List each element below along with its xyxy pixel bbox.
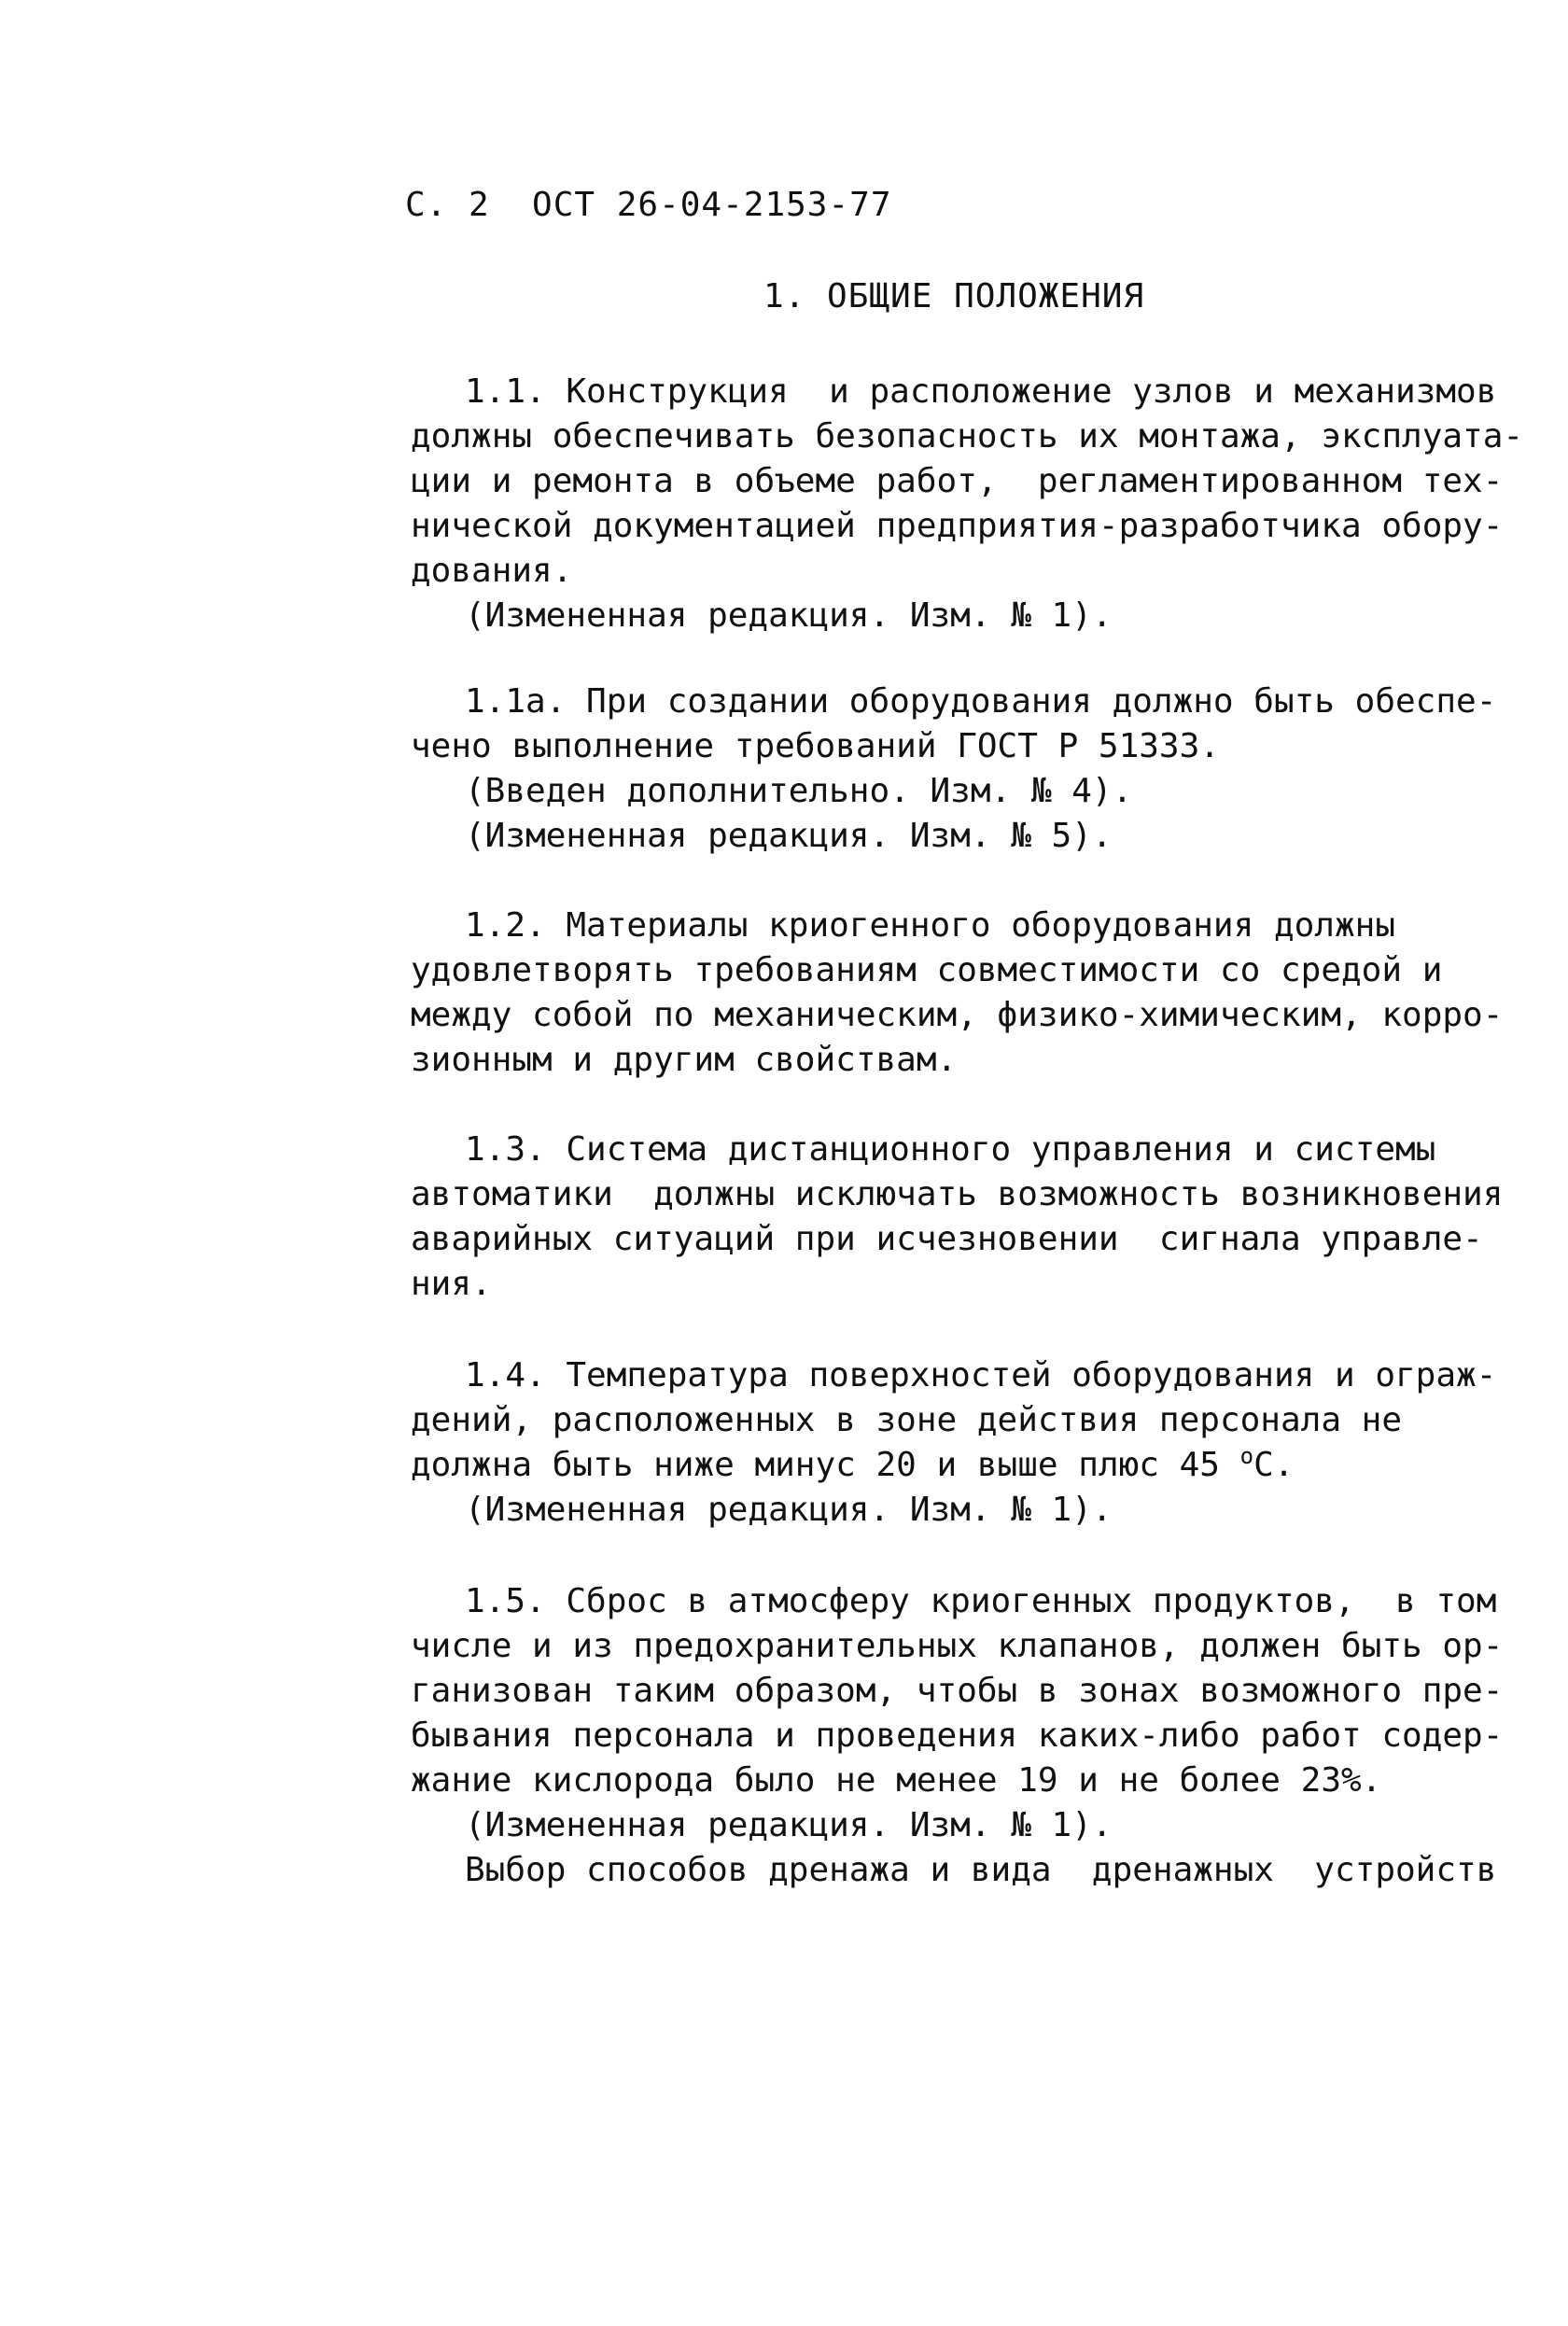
paragraph-1-5-line-3: ганизован таким образом, чтобы в зонах возможного пре-: [411, 1672, 1504, 1710]
paragraph-1-3-line-2: автоматики должны исключать возможность возникновения: [411, 1175, 1504, 1213]
paragraph-1-1a-line-1: 1.1а. При создании оборудования должно быть обеспе-: [465, 682, 1497, 721]
paragraph-1-4-line-3-text: должна быть ниже минус 20 и выше плюс 45: [411, 1446, 1240, 1484]
paragraph-1-1a-line-2: чено выполнение требований ГОСТ Р 51333.: [411, 727, 1220, 765]
paragraph-1-4-amendment-note: (Измененная редакция. Изм. № 1).: [465, 1491, 1113, 1529]
paragraph-1-4-line-2: дений, расположенных в зоне действия персонала не: [411, 1401, 1403, 1439]
paragraph-1-1-line-4: нической документацией предприятия-разработчика обору-: [411, 507, 1504, 545]
paragraph-1-1-line-1: 1.1. Конструкция и расположение узлов и механизмов: [465, 372, 1497, 411]
paragraph-1-5-line-5: жание кислорода было не менее 19 и не более 23%.: [411, 1761, 1382, 1800]
section-title: 1. ОБЩИЕ ПОЛОЖЕНИЯ: [763, 277, 1145, 315]
paragraph-1-3-line-4: ния.: [411, 1265, 492, 1303]
paragraph-1-4-line-1: 1.4. Температура поверхностей оборудования и ограж-: [465, 1356, 1497, 1394]
paragraph-1-1-line-5: дования.: [411, 552, 573, 590]
paragraph-1-3-line-3: аварийных ситуаций при исчезновении сигнала управле-: [411, 1220, 1483, 1258]
page-header: С. 2 ОСТ 26-04-2153-77: [405, 186, 892, 224]
paragraph-1-5-line-2: числе и из предохранительных клапанов, должен быть ор-: [411, 1627, 1504, 1665]
paragraph-1-1-amendment-note: (Измененная редакция. Изм. № 1).: [465, 596, 1113, 635]
paragraph-1-1-line-2: должны обеспечивать безопасность их монтажа, эксплуата-: [411, 417, 1524, 455]
paragraph-1-1a-amendment-note: (Измененная редакция. Изм. № 5).: [465, 817, 1113, 855]
paragraph-1-2-line-2: удовлетворять требованиям совместимости со средой и: [411, 951, 1443, 989]
paragraph-1-5-amendment-note: (Измененная редакция. Изм. № 1).: [465, 1806, 1113, 1844]
paragraph-1-1-line-3: ции и ремонта в объеме работ, регламентированном тех-: [411, 462, 1504, 500]
degree-sign: о: [1239, 1443, 1254, 1469]
paragraph-1-2-line-1: 1.2. Материалы криогенного оборудования должны: [465, 906, 1395, 945]
paragraph-1-3-line-1: 1.3. Система дистанционного управления и системы: [465, 1130, 1436, 1169]
paragraph-1-5-line-4: бывания персонала и проведения каких-либо работ содер-: [411, 1716, 1504, 1755]
paragraph-1-4-line-3: [411, 1443, 1294, 1488]
paragraph-1-1a-introduced-note: (Введен дополнительно. Изм. № 4).: [465, 772, 1133, 810]
paragraph-1-5-line-6: Выбор способов дренажа и вида дренажных устройств: [465, 1851, 1497, 1889]
paragraph-1-5-line-1: 1.5. Сброс в атмосферу криогенных продуктов, в том: [465, 1582, 1497, 1620]
paragraph-1-2-line-3: между собой по механическим, физико-химическим, корро-: [411, 996, 1504, 1034]
paragraph-1-2-line-4: зионным и другим свойствам.: [411, 1041, 958, 1079]
paragraph-1-4-line-3-unit: С.: [1253, 1446, 1295, 1484]
